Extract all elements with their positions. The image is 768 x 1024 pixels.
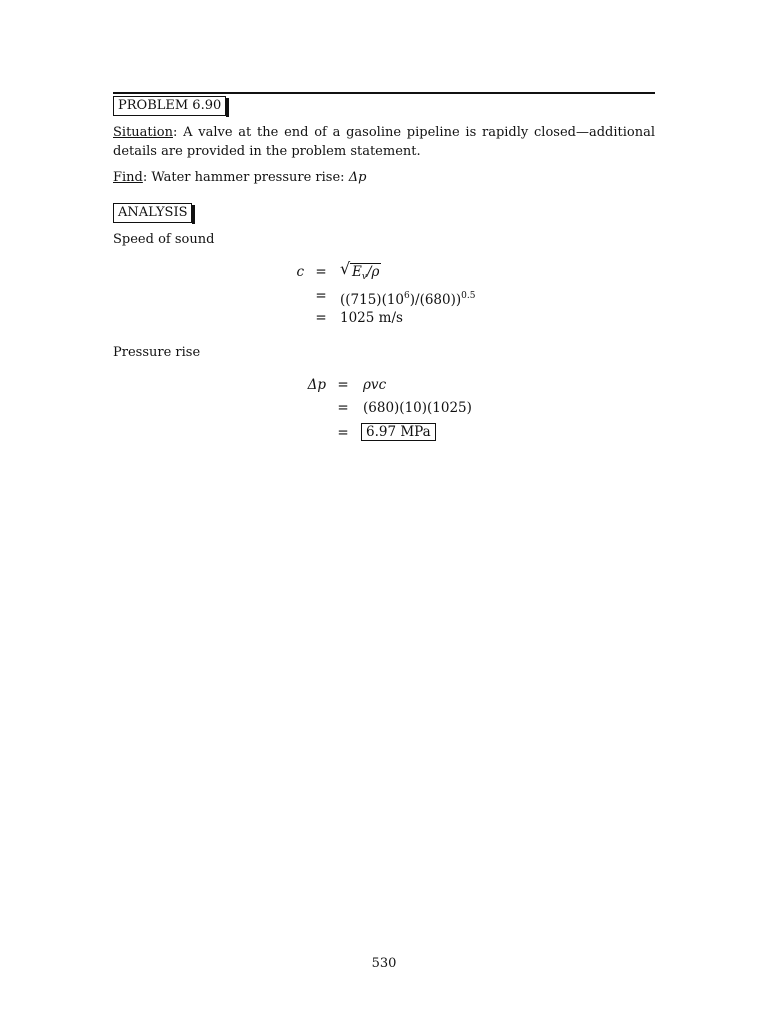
problem-label-text: PROBLEM 6.90 [118,98,222,113]
analysis-label-text: ANALYSIS [118,205,188,220]
speed-rel-1: = [315,264,327,280]
analysis-label [113,203,192,223]
speed-equation [0,259,768,333]
find-symbol: Δp [348,170,367,185]
problem-label [113,96,226,116]
find-line [113,168,655,187]
pressure-equation [0,376,768,446]
boxed-result: 6.97 MPa [361,423,436,441]
pressure-rel-1: = [337,377,349,393]
speed-heading-text: Speed of sound [113,232,215,247]
top-rule [113,92,655,94]
speed-lhs: c [296,264,304,280]
find-text: : Water hammer pressure rise: [142,170,349,185]
speed-rhs-2: $((715)(10^6)/(680))^{0.5}$ [340,291,476,308]
page-number: 530 [371,956,397,971]
pressure-heading [113,343,655,362]
sqrt-expression: √ $E_v/\rho$ [340,259,380,282]
pressure-rel-3: = [337,425,349,441]
pressure-heading-text: Pressure rise [113,345,201,360]
situation-text-1: : A valve at the end of a gasoline pipeline is rapidly closed—additional [173,125,655,140]
pressure-rel-2: = [337,400,349,416]
speed-rel-3: = [315,310,327,326]
speed-heading [113,230,655,249]
situation-line-2 [113,142,655,161]
find-label: Find [113,170,143,185]
pressure-rhs-1: ρvc [363,377,387,393]
speed-rhs-3: 1025 m/s [340,310,403,326]
situation-line-1 [113,123,655,142]
pressure-lhs: Δp [307,377,326,393]
pressure-result [361,423,436,441]
situation-label: Situation [113,125,173,140]
speed-rel-2: = [315,288,327,304]
speed-rhs-1 [340,259,381,286]
situation-text-2: details are provided in the problem statement. [113,144,421,159]
pressure-rhs-2: (680)(10)(1025) [363,400,472,416]
